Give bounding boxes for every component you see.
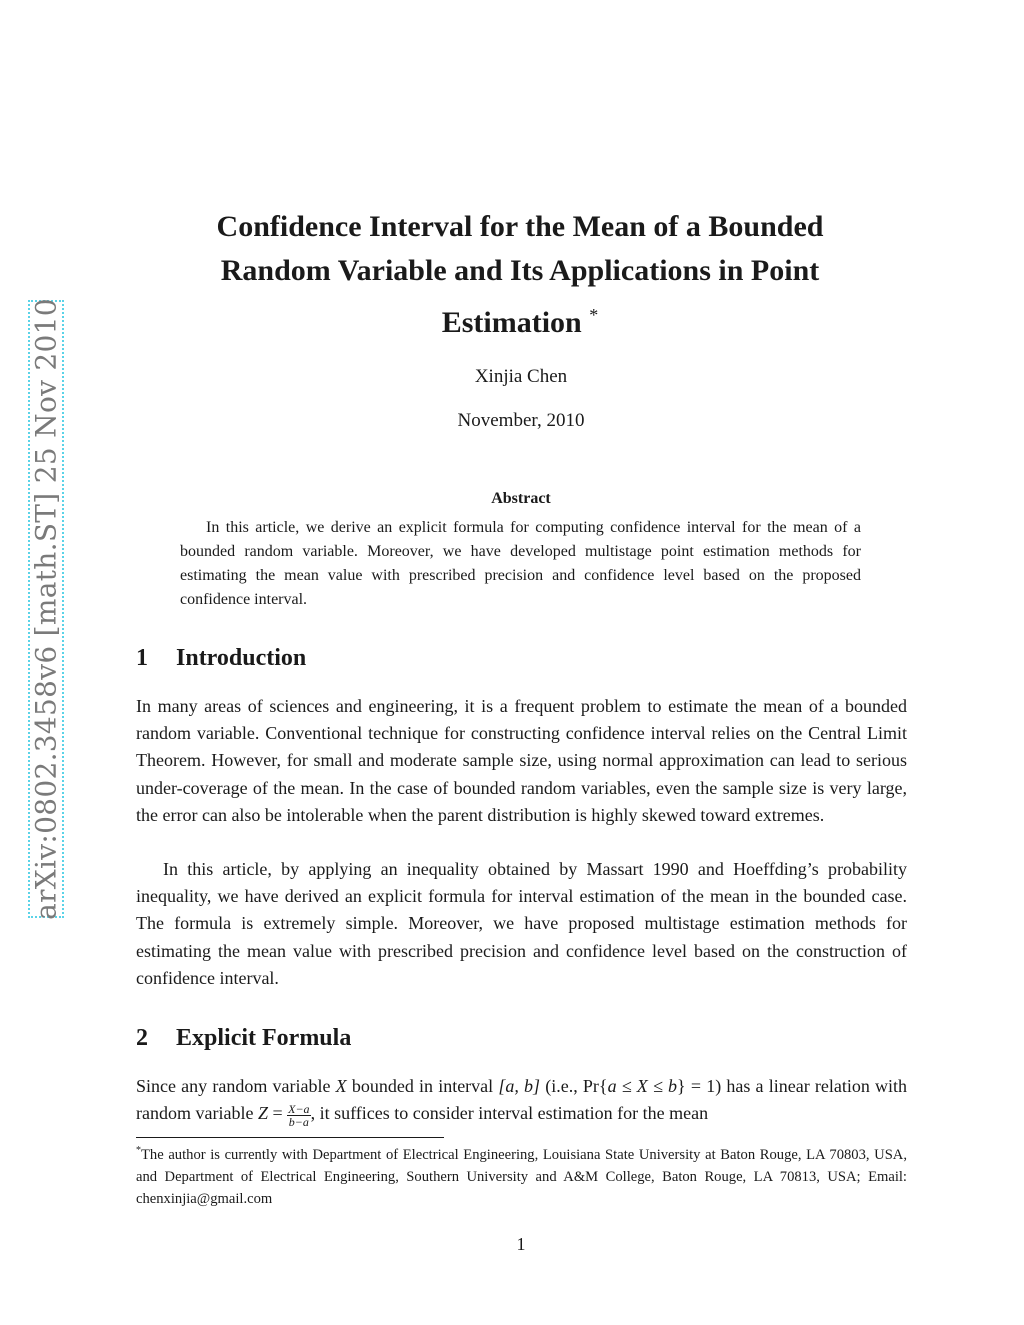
publication-date: November, 2010 xyxy=(457,410,585,431)
section-heading-explicit-formula xyxy=(136,1025,351,1052)
math-variable-x: X xyxy=(335,1076,347,1096)
title-line-3 xyxy=(160,293,880,345)
footnote-text: The author is currently with Department of Electrical Engineering, Louisiana State University at Baton Rouge, LA 70803, USA, and Department of Electrical Engineering, Southern University and A&M College, Baton Rouge, LA 70813, USA; Email: chenxinjia@gmail.com xyxy=(136,1146,907,1207)
abstract-heading: Abstract xyxy=(491,490,551,507)
title-line-3-text: Estimation xyxy=(441,306,582,339)
math-interval: [a, b] xyxy=(498,1076,541,1096)
section-number: 1 xyxy=(136,645,148,671)
explicit-formula-paragraph xyxy=(136,1073,907,1128)
arxiv-side-stamp xyxy=(28,300,64,918)
title-line-2: Random Variable and Its Applications in Point xyxy=(220,254,820,287)
abstract-text: In this article, we derive an explicit formula for computing confidence interval for the mean of a bounded random variable. Moreover, we have developed multistage point estimation methods for estimating the mean value with prescribed precision and confidence level based on the proposed confidence interval. xyxy=(180,519,861,608)
fraction-numerator: X−a xyxy=(288,1101,310,1116)
section-heading-introduction xyxy=(136,645,306,672)
math-fraction xyxy=(287,1103,310,1128)
math-inequality: a ≤ X ≤ b xyxy=(607,1076,678,1096)
page-number: 1 xyxy=(516,1234,526,1254)
text-run: (i.e., Pr{ xyxy=(545,1076,608,1096)
section-number: 2 xyxy=(136,1025,148,1051)
title-line-1: Confidence Interval for the Mean of a Bounded xyxy=(216,210,824,243)
paper-title xyxy=(160,205,880,345)
footnote-divider xyxy=(136,1137,444,1138)
arxiv-identifier: arXiv:0802.3458v6 [math.ST] 25 Nov 2010 xyxy=(29,298,63,920)
fraction-denominator: b−a xyxy=(288,1114,309,1129)
section-title: Introduction xyxy=(176,645,307,671)
text-run: , it suffices to consider interval estimation for the mean xyxy=(310,1103,709,1124)
text-run: } = 1) has a linear relation with random variable xyxy=(136,1076,908,1124)
text-run: Since any random variable xyxy=(136,1076,331,1096)
author-footnote xyxy=(136,1140,907,1210)
introduction-paragraph-2: In this article, by applying an inequality obtained by Massart 1990 and Hoeffding’s probability inequality, we have derived an explicit formula for interval estimation of the mean in the bounded case. The formula is extremely simple. Moreover, we have proposed multistage estimation methods for estimating the mean value with prescribed precision and confidence level based on the construction of confidence interval. xyxy=(136,859,907,988)
footnote-mark: * xyxy=(136,1145,141,1156)
text-run: bounded in interval xyxy=(351,1076,494,1096)
title-footnote-mark: * xyxy=(589,305,599,325)
author-name: Xinjia Chen xyxy=(474,366,568,387)
math-variable-z: Z xyxy=(257,1103,268,1124)
math-equals: = xyxy=(272,1103,283,1124)
section-title: Explicit Formula xyxy=(176,1025,352,1051)
introduction-paragraph-1: In many areas of sciences and engineering, it is a frequent problem to estimate the mean of a bounded random variable. Conventional technique for constructing confidence interval relies on the Central Limit Theorem. However, for small and moderate sample size, using normal approximation can lead to serious under-coverage of the mean. In the case of bounded random variables, even the sample size is very large, the error can also be intolerable when the parent distribution is highly skewed toward extremes. xyxy=(136,696,907,825)
